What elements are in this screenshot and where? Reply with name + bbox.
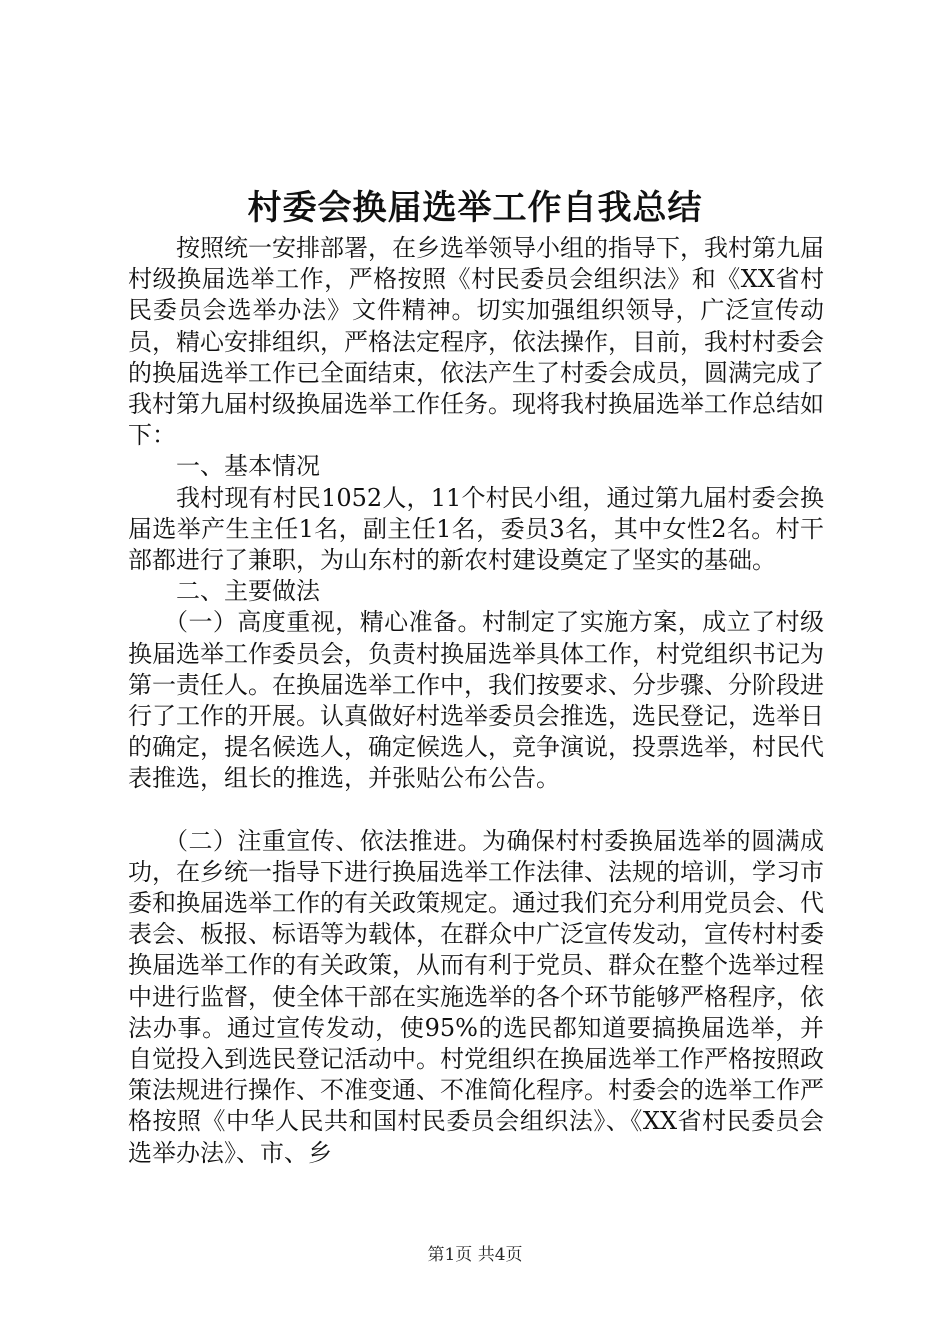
- paragraph-method-1: （一）高度重视，精心准备。村制定了实施方案，成立了村级换届选举工作委员会，负责村换届选举具体工作，村党组织书记为第一责任人。在换届选举工作中，我们按要求、分步骤、分阶段进行了工作的开展。认真做好村选举委员会推选，选民登记，选举日的确定，提名候选人，确定候选人，竞争演说，投票选举，村民代表推选，组长的推选，并张贴公布公告。: [128, 608, 824, 793]
- document-body: [128, 233, 824, 1169]
- paragraph-intro: 按照统一安排部署，在乡选举领导小组的指导下，我村第九届村级换届选举工作，严格按照《村民委员会组织法》和《XX省村民委员会选举办法》文件精神。切实加强组织领导，广泛宣传动员，精心安排组织，严格法定程序，依法操作，目前，我村村委会的换届选举工作已全面结束，依法产生了村委会成员，圆满完成了我村第九届村级换届选举工作任务。现将我村换届选举工作总结如下：: [128, 234, 824, 450]
- section-heading-basic: 一、基本情况: [176, 452, 320, 481]
- paragraph-basic: 我村现有村民1052人，11个村民小组，通过第九届村委会换届选举产生主任1名，副主任1名，委员3名，其中女性2名。村干部都进行了兼职，为山东村的新农村建设奠定了坚实的基础。: [128, 483, 824, 575]
- section-heading-methods: 二、主要做法: [176, 577, 320, 606]
- paragraph-method-2: （二）注重宣传、依法推进。为确保村村委换届选举的圆满成功，在乡统一指导下进行换届选举工作法律、法规的培训，学习市委和换届选举工作的有关政策规定。通过我们充分利用党员会、代表会、板报、标语等为载体，在群众中广泛宣传发动，宣传村村委换届选举工作的有关政策，从而有利于党员、群众在整个选举过程中进行监督，使全体干部在实施选举的各个环节能够严格程序，依法办事。通过宣传发动，使95%的选民都知道要搞换届选举，并自觉投入到选民登记活动中。村党组织在换届选举工作严格按照政策法规进行操作、不准变通、不准简化程序。村委会的选举工作严格按照《中华人民共和国村民委员会组织法》、《XX省村民委员会选举办法》、市、乡: [128, 826, 824, 1167]
- document-title: 村委会换届选举工作自我总结: [247, 188, 703, 228]
- page-footer: 第1页 共4页: [427, 1245, 523, 1265]
